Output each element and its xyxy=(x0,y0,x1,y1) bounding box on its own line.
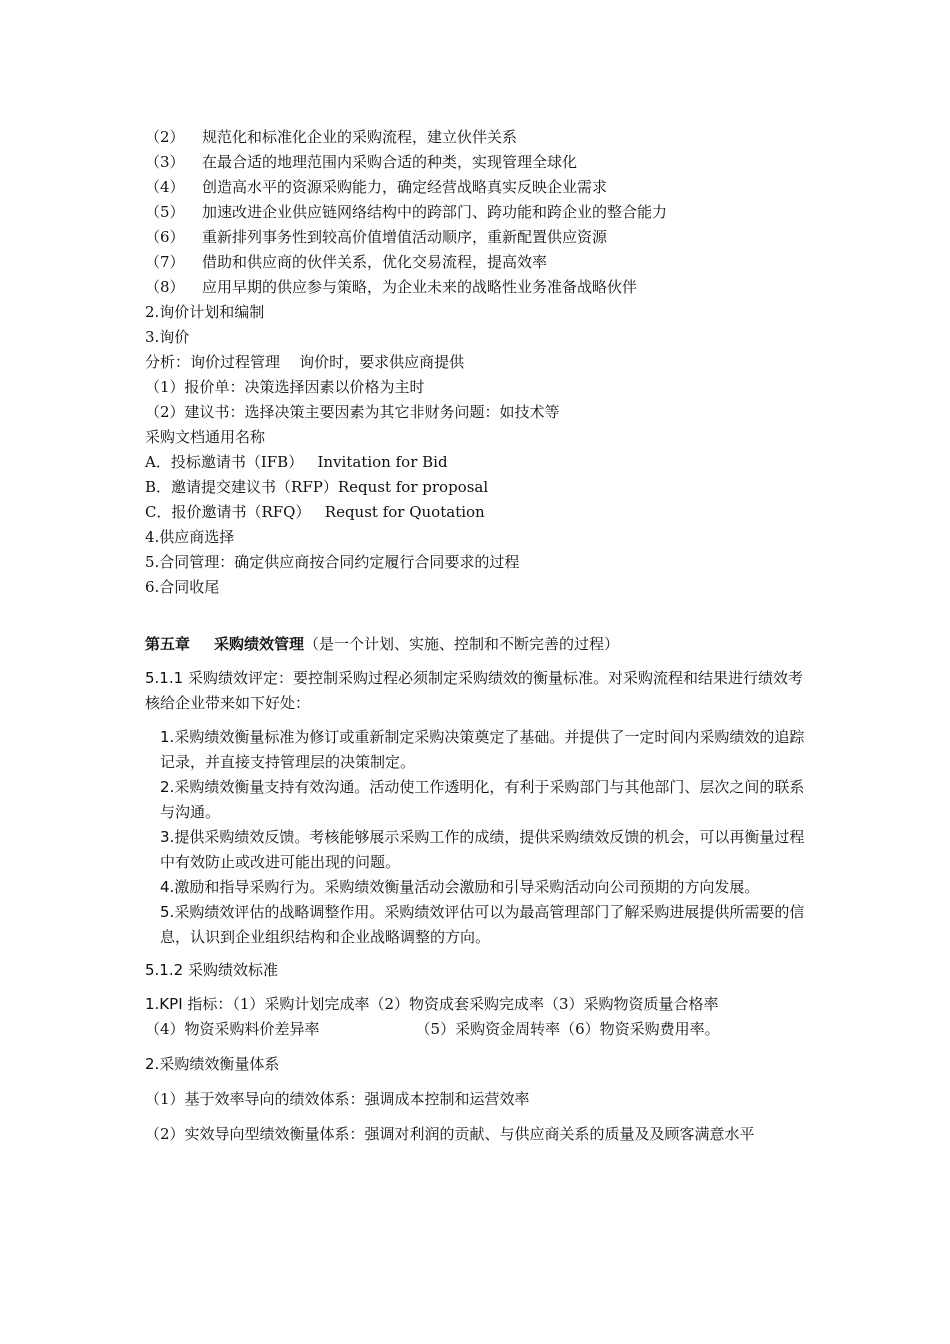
section-text: 采购绩效标准 xyxy=(183,961,278,979)
spacer xyxy=(145,600,805,628)
kpi-line xyxy=(145,992,805,1017)
process-steps xyxy=(145,300,805,600)
list-text: 应用早期的供应参与策略，为企业未来的战略性业务准备战略伙伴 xyxy=(202,278,638,296)
list-text: 提供采购绩效反馈。考核能够展示采购工作的成绩，提供采购绩效反馈的机会，可以再衡量过程中有效防止或改进可能出现的问题。 xyxy=(160,828,805,871)
list-text: 采购绩效衡量支持有效沟通。活动使工作透明化，有利于采购部门与其他部门、层次之间的联系与沟通。 xyxy=(160,778,805,821)
kpi-text: （5）采购资金周转率（6）物资采购费用率。 xyxy=(415,1020,720,1038)
text-line: B．邀请提交建议书（RFP）Requst for proposal xyxy=(145,478,489,496)
list-number: 3. xyxy=(160,828,175,846)
list-text: 采购绩效评估的战略调整作用。采购绩效评估可以为最高管理部门了解采购进展提供所需要的信息，认识到企业组织结构和企业战略调整的方向。 xyxy=(160,903,805,946)
section-text: 采购绩效评定：要控制采购过程必须制定采购绩效的衡量标准。对采购流程和结果进行绩效考核给企业带来如下好处： xyxy=(145,669,803,712)
list-item xyxy=(160,825,805,875)
system-item: （2）实效导向型绩效衡量体系：强调对利润的贡献、与供应商关系的质量及及顾客满意水平 xyxy=(145,1125,755,1143)
document-page xyxy=(145,125,805,1157)
text-line: 分析：询价过程管理 询价时，要求供应商提供 xyxy=(145,353,465,371)
list-number: （3） xyxy=(145,153,185,171)
list-item xyxy=(145,275,805,300)
text-line: C．报价邀请书（RFQ） Requst for Quotation xyxy=(145,503,485,521)
kpi-line xyxy=(145,1017,805,1042)
kpi-text: 指标：（1）采购计划完成率（2）物资成套采购完成率（3）采购物资质量合格率 xyxy=(182,995,719,1013)
section-number: 5.1.1 xyxy=(145,669,184,687)
section-5-1-2 xyxy=(145,958,805,983)
text-line: 采购文档通用名称 xyxy=(145,428,266,446)
list-item xyxy=(145,200,805,225)
list-item xyxy=(145,225,805,250)
text-line: （1）报价单：决策选择因素以价格为主时 xyxy=(145,378,425,396)
list-item xyxy=(160,725,805,775)
section-text: 采购绩效衡量体系 xyxy=(159,1055,280,1073)
list-text: 借助和供应商的伙伴关系，优化交易流程，提高效率 xyxy=(202,253,548,271)
list-item xyxy=(145,175,805,200)
text-line: 2.询价计划和编制 xyxy=(145,303,265,321)
text-line: 5.合同管理：确定供应商按合同约定履行合同要求的过程 xyxy=(145,553,520,571)
text-line: 4.供应商选择 xyxy=(145,528,235,546)
text-line: 6.合同收尾 xyxy=(145,578,220,596)
benefit-list xyxy=(145,725,805,950)
list-number: （4） xyxy=(145,178,185,196)
list-item xyxy=(145,125,805,150)
list-text: 采购绩效衡量标准为修订或重新制定采购决策奠定了基础。并提供了一定时间内采购绩效的追踪记录，并直接支持管理层的决策制定。 xyxy=(160,728,805,771)
list-number: 5. xyxy=(160,903,175,921)
chapter-label: 第五章 xyxy=(145,635,191,653)
kpi-number: 1.KPI xyxy=(145,995,183,1013)
list-number: （2） xyxy=(145,128,185,146)
kpi-block xyxy=(145,992,805,1042)
system-item: （1）基于效率导向的绩效体系：强调成本控制和运营效率 xyxy=(145,1090,530,1108)
list-number: （8） xyxy=(145,278,185,296)
list-number: 2. xyxy=(160,778,175,796)
chapter-subtitle: （是一个计划、实施、控制和不断完善的过程） xyxy=(304,635,620,653)
system-heading xyxy=(145,1052,805,1077)
list-text: 创造高水平的资源采购能力，确定经营战略真实反映企业需求 xyxy=(202,178,608,196)
chapter-title: 采购绩效管理 xyxy=(214,635,305,653)
goal-list xyxy=(145,125,805,300)
kpi-text: （4）物资采购料价差异率 xyxy=(145,1020,320,1038)
section-number: 2. xyxy=(145,1055,160,1073)
list-item xyxy=(160,875,805,900)
section-5-1-1 xyxy=(145,666,805,716)
list-number: （7） xyxy=(145,253,185,271)
section-number: 5.1.2 xyxy=(145,961,184,979)
list-number: （6） xyxy=(145,228,185,246)
list-item xyxy=(145,250,805,275)
list-text: 激励和指导采购行为。采购绩效衡量活动会激励和引导采购活动向公司预期的方向发展。 xyxy=(174,878,760,896)
list-text: 加速改进企业供应链网络结构中的跨部门、跨功能和跨企业的整合能力 xyxy=(202,203,668,221)
list-text: 在最合适的地理范围内采购合适的种类，实现管理全球化 xyxy=(202,153,578,171)
text-line: A．投标邀请书（IFB） Invitation for Bid xyxy=(145,453,448,471)
list-item xyxy=(145,150,805,175)
list-number: 1. xyxy=(160,728,175,746)
text-line: 3.询价 xyxy=(145,328,190,346)
list-text: 规范化和标准化企业的采购流程，建立伙伴关系 xyxy=(202,128,518,146)
list-item xyxy=(160,775,805,825)
chapter-heading xyxy=(145,632,805,657)
list-number: （5） xyxy=(145,203,185,221)
list-number: 4. xyxy=(160,878,175,896)
text-line: （2）建议书：选择决策主要因素为其它非财务问题：如技术等 xyxy=(145,403,560,421)
list-text: 重新排列事务性到较高价值增值活动顺序，重新配置供应资源 xyxy=(202,228,608,246)
list-item xyxy=(160,900,805,950)
